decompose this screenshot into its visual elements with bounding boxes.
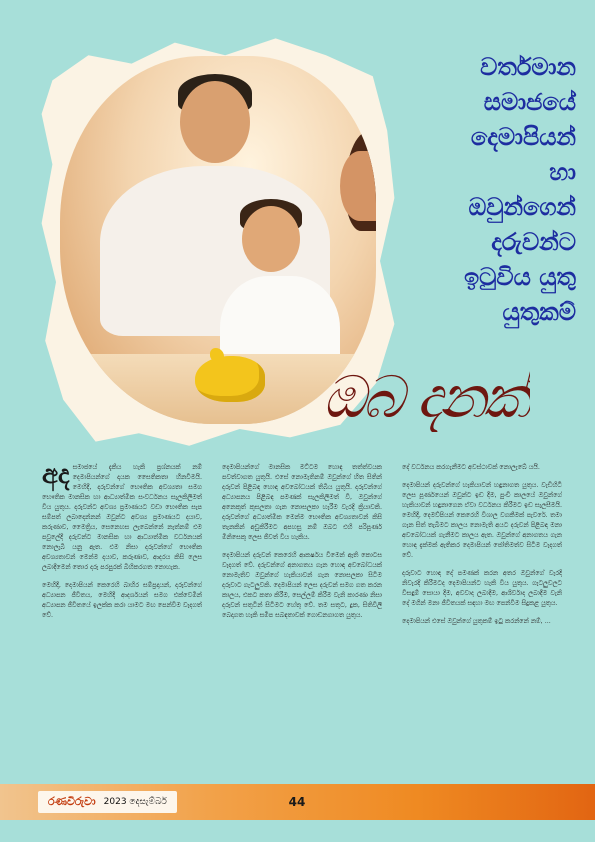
paragraph: මෙහිදී, දෙමාපියන් කෙරෙහි බාහිර සම්ප්‍රදායන්, දරුවන්ගේ අධ්‍යාපන ජීවිතය, මෙහිදී ආදර්ශයන් සමග එක්වෙමින් අධ්‍යාපන ජීවිතයේ ඉලක්ක කරා යාමට මඟ පෙන්වීම වැදගත් වේ. bbox=[42, 581, 202, 619]
headline-line: දෙමාපියන් bbox=[470, 123, 576, 151]
headline-line: සමාජයේ bbox=[483, 88, 576, 116]
paragraph: දරුවාට හොඳ දේ පමණක් කරන අතර ඔවුන්ගේ වැරදි නිවැරදි කිරීමටද දෙමාපියන්ට හැකි විය යුතුය. ගැටලුවලට විසඳුම් සොයා දීම, අවවාද ලබාදීම, ආශිර්වාද ලබාදීම වැනි දේ මගින් මනා ජීවිතයක් සඳහා මඟ පෙන්වීම සිදුකළ යුතුය. bbox=[402, 569, 562, 607]
headline-line: ඉටුවිය යුතු bbox=[464, 263, 576, 291]
headline-line: හා bbox=[549, 158, 576, 186]
piggy-bank-icon bbox=[195, 356, 265, 402]
footer-masthead bbox=[38, 791, 177, 813]
article-body bbox=[42, 462, 562, 767]
paragraph-text: සමාජයේ දැකිය හැකි ප්‍රශ්නයක් නම් දෙමාපියන්ගේ දායක සෛතිකතා හීනවීමයි. මෙහිදී, දරුවන්ගේ භෞතික අවශ්‍යතා සමග භෞතික මානසික හා ආධ්‍යාත්මික සංවර්ධනය සැලකිලිමත් විය යුතුය. දරුවන්ට අවශ්‍ය ප්‍රමාණයට වඩා භෞතික සැප සම්පත් ලබාදෙන්නන් ඔවුන්ට අවශ්‍ය ප්‍රමාණයට දයාව, කරුණාව, මෛත්‍රිය, සෙනෙහස ලැබෙන්නේ නැත්නම් එම පවුලේදී දරුවන්ට මානසික හා ආධ්‍යාත්මික වර්ධනයක් නොලැබී යනු ඇත. එම නිසා දරුවන්ගේ භෞතික අවශ්‍යතාවන් මෙන්ම දයාව, කරුණාව, ආදරය කිසි ලෙස ලබාදීමෙන් තොර දරු පරපුරක් බිහිකරගත නොහැක. bbox=[42, 463, 202, 571]
drop-cap: අද bbox=[42, 462, 70, 490]
article-headline bbox=[396, 50, 576, 330]
headline-line: යුතුකම් bbox=[502, 298, 576, 326]
script-title: ඔබ දනක් bbox=[322, 363, 528, 431]
paragraph: දෙමාපියන් දරුවන්ගේ හැකියාවන් හඳුනාගත යුතුය. වැඩිහිටි ලෙස පූර්ණයෙන් ඔවුන්ට ඉඩ දීම, පුංචි කාලයේ ඔවුන්ගේ හැකියාවන් හඳුනාගෙන ඒවා වර්ධනය කිරීමට ඉඩ සැලසීමයි. මෙහිදී, දෙමව්පියන් කෙරෙහි විශාල වගකීමක් පැවරේ. තමා ගැන සිත් තැබීමට කාලය නොමැති අයට දරුවන් පිළිබඳ මනා අවබෝධයක් ගැනීමට කාලය ඇත. ඔවුන්ගේ අනාගතය ගැන හොඳ දැක්මක් ඇතිකර දෙමාපියන් ජෝතිමත්ව සිටීම වැදගත් වේ. bbox=[402, 481, 562, 559]
paragraph bbox=[42, 462, 202, 572]
magazine-logo: රණවිරුවා bbox=[48, 795, 96, 808]
headline-line: දරුවන්ට bbox=[491, 228, 576, 256]
issue-date: 2023 දෙසැම්බර් bbox=[103, 797, 167, 807]
headline-line: වර්තමාන bbox=[480, 53, 576, 81]
father-face bbox=[180, 81, 250, 163]
child-face bbox=[242, 206, 300, 272]
page-footer bbox=[0, 784, 595, 820]
paragraph: දෙමාපියන්ගේ මානසික මට්ටම හොඳ තත්ත්වයක පවත්වාගත යුතුයි. එසේ නොමැතිනම් ඔවුන්ගේ හිත සිතින් දරුවන් පිළිබඳ හොඳ අවබෝධයක් තිබිය යුතුයි. දරුවන්ගේ අධ්‍යාපනය පිළිබඳ පමණක් සැලකිලිමත් වී, ඔවුන්ගේ අනෙකුත් කුසලතා ගැන නොසලකා හැරීම වැරදි ක්‍රියාවකි. දරුවන්ගේ අධ්‍යාත්මික මෙන්ම භෞතික අවශ්‍යතාවන් කිසි තැනකින් අඩුකිරීමට අපහසු නම් ඔබට එහි පරිපූර්ණ මිනිසෙකු ලෙස ජීවත් විය හැකිය. bbox=[222, 463, 382, 541]
paragraph: දේ වර්ධනය කරගැනීමට අවස්ථාවක් නොලැබේ යයි. bbox=[402, 463, 540, 471]
paragraph: දෙමාපියන් එසේ ඔවුන්ගේ යුතුකම් ඉටු කරන්නේ නම්, ... bbox=[402, 617, 551, 625]
headline-line: ඔවුන්ගෙන් bbox=[468, 193, 576, 221]
column-3 bbox=[402, 462, 562, 767]
column-2 bbox=[222, 462, 382, 767]
paragraph: දෙමාපියන් දරුවන් කෙරෙහි ආකර්ෂය වීමෙන් ඇති කොටස වැදගත් වේ. දරුවන්ගේ අනාගතය ගැන හොඳ අවබෝධයක් නොමැතිව ඔවුන්ගේ හැකියාවන් ගැන නොසලකා සිටීම දරුවාට ගැටලුවකි. දෙමාපියන් ලෙස දරුවන් සමග ගත කරන කාලය, එකට කතා කිරීම, සෙල්ලම් කිරීම වැනි කාරණා නිසා දරුවන් සතුටින් සිටීමට හේතු වේ. තම සතුට, දුක, සිතිවිලි බෙදාගත හැකි සමීප සබඳතාවක් ගොඩනගාගත යුතුය. bbox=[222, 551, 382, 619]
page-number: 44 bbox=[288, 795, 306, 809]
mother-face bbox=[340, 151, 376, 221]
column-1 bbox=[42, 462, 202, 767]
